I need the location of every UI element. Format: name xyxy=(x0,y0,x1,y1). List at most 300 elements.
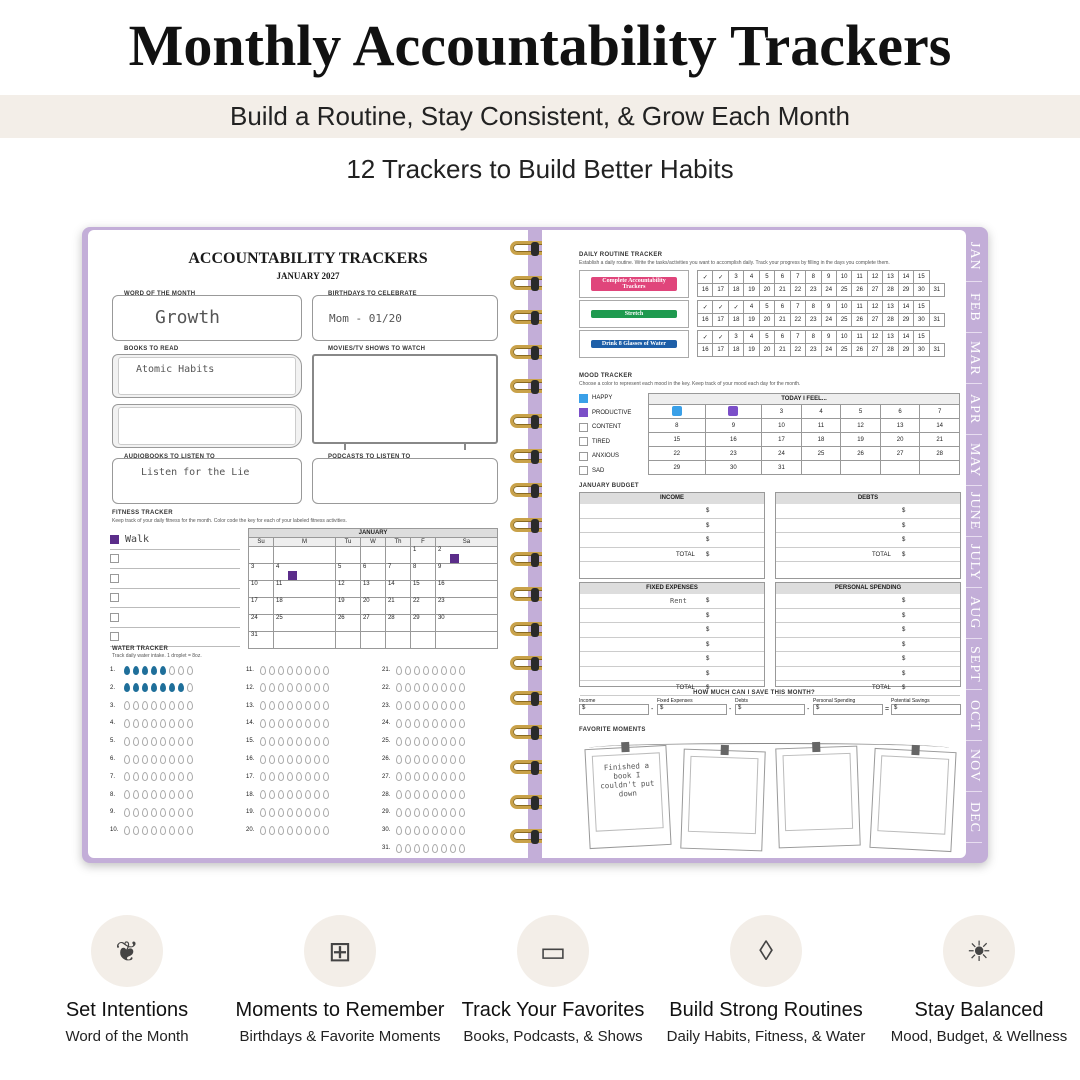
mood-day-cell[interactable]: 12 xyxy=(841,419,881,433)
routine-day[interactable]: 30 xyxy=(914,314,929,327)
droplet-icon[interactable] xyxy=(405,808,411,817)
mood-day-cell[interactable]: 29 xyxy=(649,461,706,475)
routine-day[interactable]: 7 xyxy=(790,271,805,284)
droplet-icon[interactable] xyxy=(133,772,139,781)
droplet-icon[interactable] xyxy=(305,826,311,835)
droplet-icon[interactable] xyxy=(396,790,402,799)
droplet-icon[interactable] xyxy=(160,826,166,835)
mood-day-cell[interactable]: 13 xyxy=(880,419,920,433)
droplet-icon[interactable] xyxy=(314,808,320,817)
droplet-icon[interactable] xyxy=(450,755,456,764)
budget-row[interactable] xyxy=(580,504,764,519)
droplet-icon[interactable] xyxy=(169,701,175,710)
mood-day-cell[interactable]: 18 xyxy=(801,433,841,447)
tv-icon[interactable] xyxy=(312,354,498,444)
routine-day[interactable]: ✓ xyxy=(713,301,728,314)
budget-row[interactable] xyxy=(580,667,764,682)
calendar-cell[interactable]: 9 xyxy=(435,564,497,581)
calendar-cell[interactable] xyxy=(249,547,274,564)
droplet-icon[interactable] xyxy=(441,755,447,764)
droplet-icon[interactable] xyxy=(441,683,447,692)
routine-day[interactable]: 25 xyxy=(836,314,851,327)
month-tab-aug[interactable]: AUG xyxy=(966,588,982,639)
calendar-cell[interactable]: 16 xyxy=(435,581,497,598)
droplet-icon[interactable] xyxy=(133,701,139,710)
routine-day[interactable]: 8 xyxy=(806,271,821,284)
droplet-icon[interactable] xyxy=(124,755,130,764)
droplet-icon[interactable] xyxy=(269,808,275,817)
droplet-icon[interactable] xyxy=(169,719,175,728)
mood-key-box[interactable] xyxy=(579,408,588,417)
droplet-icon[interactable] xyxy=(178,826,184,835)
mood-key-box[interactable] xyxy=(579,452,588,461)
droplet-icon[interactable] xyxy=(133,808,139,817)
droplet-icon[interactable] xyxy=(450,790,456,799)
mood-day-cell[interactable]: 7 xyxy=(920,405,960,419)
droplet-icon[interactable] xyxy=(142,737,148,746)
routine-day[interactable]: ✓ xyxy=(713,271,728,284)
routine-day[interactable]: ✓ xyxy=(698,331,713,344)
routine-day[interactable]: 6 xyxy=(775,301,790,314)
droplet-icon[interactable] xyxy=(423,683,429,692)
droplet-icon[interactable] xyxy=(160,666,166,675)
budget-row[interactable] xyxy=(580,594,764,609)
routine-day[interactable]: 27 xyxy=(867,284,882,297)
droplet-icon[interactable] xyxy=(187,826,193,835)
calendar-cell[interactable]: 2 xyxy=(435,547,497,564)
droplet-icon[interactable] xyxy=(423,772,429,781)
calendar-cell[interactable]: 14 xyxy=(385,581,410,598)
droplet-icon[interactable] xyxy=(178,719,184,728)
droplet-icon[interactable] xyxy=(142,701,148,710)
droplet-icon[interactable] xyxy=(296,737,302,746)
droplet-icon[interactable] xyxy=(441,666,447,675)
droplet-icon[interactable] xyxy=(187,666,193,675)
droplet-icon[interactable] xyxy=(459,737,465,746)
droplet-icon[interactable] xyxy=(269,683,275,692)
droplet-icon[interactable] xyxy=(142,755,148,764)
mood-day-cell[interactable]: 21 xyxy=(920,433,960,447)
droplet-icon[interactable] xyxy=(450,737,456,746)
droplet-icon[interactable] xyxy=(441,790,447,799)
droplet-icon[interactable] xyxy=(287,666,293,675)
mood-day-cell[interactable]: 4 xyxy=(801,405,841,419)
droplet-icon[interactable] xyxy=(133,683,139,692)
droplet-icon[interactable] xyxy=(178,790,184,799)
mood-day-cell[interactable]: 11 xyxy=(801,419,841,433)
mood-day-cell[interactable]: 20 xyxy=(880,433,920,447)
save-input[interactable]: $ xyxy=(813,704,883,715)
routine-day[interactable]: 21 xyxy=(775,344,790,357)
routine-day[interactable]: 14 xyxy=(898,271,913,284)
droplet-icon[interactable] xyxy=(323,666,329,675)
routine-day[interactable]: ✓ xyxy=(698,271,713,284)
calendar-cell[interactable] xyxy=(360,632,385,649)
droplet-icon[interactable] xyxy=(305,683,311,692)
droplet-icon[interactable] xyxy=(151,826,157,835)
droplet-icon[interactable] xyxy=(124,808,130,817)
month-tab-nov[interactable]: NOV xyxy=(966,741,982,792)
droplet-icon[interactable] xyxy=(269,755,275,764)
droplet-icon[interactable] xyxy=(124,666,130,675)
droplet-icon[interactable] xyxy=(450,826,456,835)
droplet-icon[interactable] xyxy=(133,719,139,728)
save-input[interactable]: $ xyxy=(657,704,727,715)
droplet-icon[interactable] xyxy=(296,772,302,781)
calendar-cell[interactable]: 7 xyxy=(385,564,410,581)
photo-frame[interactable] xyxy=(584,745,671,849)
droplet-icon[interactable] xyxy=(314,666,320,675)
droplet-icon[interactable] xyxy=(405,790,411,799)
routine-day[interactable]: 30 xyxy=(914,344,929,357)
droplet-icon[interactable] xyxy=(441,719,447,728)
month-tab-apr[interactable]: APR xyxy=(966,384,982,435)
routine-day[interactable]: 24 xyxy=(821,284,836,297)
droplet-icon[interactable] xyxy=(187,683,193,692)
mood-day-cell[interactable]: 22 xyxy=(649,447,706,461)
droplet-icon[interactable] xyxy=(450,844,456,853)
droplet-icon[interactable] xyxy=(124,701,130,710)
routine-day[interactable]: 12 xyxy=(867,331,882,344)
droplet-icon[interactable] xyxy=(305,701,311,710)
droplet-icon[interactable] xyxy=(269,772,275,781)
month-tab-dec[interactable]: DEC xyxy=(966,792,982,843)
droplet-icon[interactable] xyxy=(178,755,184,764)
droplet-icon[interactable] xyxy=(314,719,320,728)
droplet-icon[interactable] xyxy=(260,666,266,675)
calendar-cell[interactable]: 22 xyxy=(410,598,435,615)
mood-day-cell[interactable]: 8 xyxy=(649,419,706,433)
droplet-icon[interactable] xyxy=(151,737,157,746)
droplet-icon[interactable] xyxy=(405,701,411,710)
mood-day-cell[interactable] xyxy=(880,461,920,475)
droplet-icon[interactable] xyxy=(142,772,148,781)
droplet-icon[interactable] xyxy=(260,790,266,799)
calendar-cell[interactable]: 17 xyxy=(249,598,274,615)
droplet-icon[interactable] xyxy=(151,719,157,728)
routine-day[interactable]: 11 xyxy=(852,271,867,284)
droplet-icon[interactable] xyxy=(160,772,166,781)
droplet-icon[interactable] xyxy=(314,737,320,746)
month-tab-oct[interactable]: OCT xyxy=(966,690,982,741)
fitness-key-box[interactable] xyxy=(110,632,119,641)
droplet-icon[interactable] xyxy=(441,826,447,835)
droplet-icon[interactable] xyxy=(260,719,266,728)
calendar-cell[interactable]: 21 xyxy=(385,598,410,615)
podcasts-box[interactable] xyxy=(312,458,498,504)
droplet-icon[interactable] xyxy=(414,772,420,781)
droplet-icon[interactable] xyxy=(260,737,266,746)
routine-day[interactable]: ✓ xyxy=(713,331,728,344)
routine-day[interactable]: ✓ xyxy=(728,301,743,314)
droplet-icon[interactable] xyxy=(323,701,329,710)
routine-day[interactable]: 27 xyxy=(867,314,882,327)
droplet-icon[interactable] xyxy=(459,844,465,853)
birthdays-box[interactable] xyxy=(312,295,498,341)
mood-day-cell[interactable] xyxy=(920,461,960,475)
calendar-cell[interactable]: 1 xyxy=(410,547,435,564)
calendar-cell[interactable]: 13 xyxy=(360,581,385,598)
droplet-icon[interactable] xyxy=(169,808,175,817)
fitness-key-box[interactable] xyxy=(110,574,119,583)
droplet-icon[interactable] xyxy=(278,772,284,781)
routine-day[interactable]: 5 xyxy=(759,331,774,344)
droplet-icon[interactable] xyxy=(151,772,157,781)
droplet-icon[interactable] xyxy=(287,701,293,710)
mood-day-cell[interactable] xyxy=(649,405,706,419)
routine-days-grid[interactable] xyxy=(697,330,945,357)
droplet-icon[interactable] xyxy=(287,755,293,764)
calendar-cell[interactable]: 28 xyxy=(385,615,410,632)
droplet-icon[interactable] xyxy=(414,701,420,710)
droplet-icon[interactable] xyxy=(169,737,175,746)
droplet-icon[interactable] xyxy=(432,826,438,835)
droplet-icon[interactable] xyxy=(278,701,284,710)
droplet-icon[interactable] xyxy=(305,772,311,781)
droplet-icon[interactable] xyxy=(269,790,275,799)
droplet-icon[interactable] xyxy=(323,737,329,746)
droplet-icon[interactable] xyxy=(169,790,175,799)
droplet-icon[interactable] xyxy=(459,808,465,817)
droplet-icon[interactable] xyxy=(169,683,175,692)
droplet-icon[interactable] xyxy=(278,737,284,746)
droplet-icon[interactable] xyxy=(396,826,402,835)
routine-day[interactable]: 8 xyxy=(806,331,821,344)
mood-day-cell[interactable]: 6 xyxy=(880,405,920,419)
routine-day[interactable]: 11 xyxy=(852,331,867,344)
mood-day-cell[interactable]: 23 xyxy=(705,447,762,461)
routine-day[interactable]: 18 xyxy=(728,344,743,357)
calendar-cell[interactable]: 15 xyxy=(410,581,435,598)
droplet-icon[interactable] xyxy=(133,755,139,764)
droplet-icon[interactable] xyxy=(423,666,429,675)
droplet-icon[interactable] xyxy=(450,701,456,710)
droplet-icon[interactable] xyxy=(269,826,275,835)
droplet-icon[interactable] xyxy=(396,666,402,675)
droplet-icon[interactable] xyxy=(423,719,429,728)
droplet-icon[interactable] xyxy=(178,737,184,746)
droplet-icon[interactable] xyxy=(169,755,175,764)
droplet-icon[interactable] xyxy=(187,772,193,781)
droplet-icon[interactable] xyxy=(287,737,293,746)
droplet-icon[interactable] xyxy=(151,683,157,692)
month-tab-mar[interactable]: MAR xyxy=(966,333,982,384)
droplet-icon[interactable] xyxy=(414,719,420,728)
droplet-icon[interactable] xyxy=(396,808,402,817)
droplet-icon[interactable] xyxy=(305,755,311,764)
droplet-icon[interactable] xyxy=(260,772,266,781)
calendar-cell[interactable] xyxy=(410,632,435,649)
droplet-icon[interactable] xyxy=(414,790,420,799)
droplet-icon[interactable] xyxy=(405,826,411,835)
droplet-icon[interactable] xyxy=(178,683,184,692)
droplet-icon[interactable] xyxy=(187,755,193,764)
droplet-icon[interactable] xyxy=(423,790,429,799)
calendar-cell[interactable]: 31 xyxy=(249,632,274,649)
routine-day[interactable]: 22 xyxy=(790,314,805,327)
mood-day-cell[interactable]: 16 xyxy=(705,433,762,447)
droplet-icon[interactable] xyxy=(396,719,402,728)
droplet-icon[interactable] xyxy=(414,737,420,746)
droplet-icon[interactable] xyxy=(405,737,411,746)
routine-day[interactable]: 26 xyxy=(852,284,867,297)
droplet-icon[interactable] xyxy=(323,808,329,817)
droplet-icon[interactable] xyxy=(169,826,175,835)
mood-day-cell[interactable]: 31 xyxy=(762,461,802,475)
droplet-icon[interactable] xyxy=(459,826,465,835)
routine-day[interactable]: 7 xyxy=(790,301,805,314)
routine-day[interactable]: 11 xyxy=(852,301,867,314)
droplet-icon[interactable] xyxy=(142,719,148,728)
droplet-icon[interactable] xyxy=(432,755,438,764)
droplet-icon[interactable] xyxy=(459,666,465,675)
droplet-icon[interactable] xyxy=(124,737,130,746)
mood-day-cell[interactable]: 15 xyxy=(649,433,706,447)
droplet-icon[interactable] xyxy=(296,701,302,710)
budget-row[interactable] xyxy=(580,609,764,624)
droplet-icon[interactable] xyxy=(269,719,275,728)
mood-day-cell[interactable]: 30 xyxy=(705,461,762,475)
routine-day[interactable]: 17 xyxy=(713,284,728,297)
mood-day-cell[interactable]: 3 xyxy=(762,405,802,419)
droplet-icon[interactable] xyxy=(296,719,302,728)
droplet-icon[interactable] xyxy=(432,737,438,746)
droplet-icon[interactable] xyxy=(142,683,148,692)
calendar-cell[interactable]: 10 xyxy=(249,581,274,598)
calendar-cell[interactable]: 5 xyxy=(335,564,360,581)
routine-day[interactable]: 29 xyxy=(898,284,913,297)
calendar-cell[interactable] xyxy=(274,547,336,564)
droplet-icon[interactable] xyxy=(314,683,320,692)
routine-day[interactable]: 18 xyxy=(728,314,743,327)
droplet-icon[interactable] xyxy=(278,808,284,817)
routine-day[interactable]: 23 xyxy=(806,314,821,327)
droplet-icon[interactable] xyxy=(160,683,166,692)
droplet-icon[interactable] xyxy=(314,701,320,710)
droplet-icon[interactable] xyxy=(260,755,266,764)
budget-row[interactable] xyxy=(580,638,764,653)
droplet-icon[interactable] xyxy=(296,666,302,675)
droplet-icon[interactable] xyxy=(296,808,302,817)
droplet-icon[interactable] xyxy=(151,755,157,764)
droplet-icon[interactable] xyxy=(269,701,275,710)
droplet-icon[interactable] xyxy=(459,790,465,799)
droplet-icon[interactable] xyxy=(423,826,429,835)
droplet-icon[interactable] xyxy=(296,826,302,835)
routine-day[interactable]: 4 xyxy=(744,301,759,314)
droplet-icon[interactable] xyxy=(187,808,193,817)
routine-day[interactable]: 9 xyxy=(821,301,836,314)
droplet-icon[interactable] xyxy=(423,737,429,746)
mood-day-cell[interactable]: 19 xyxy=(841,433,881,447)
routine-day[interactable]: 7 xyxy=(790,331,805,344)
routine-day[interactable]: 24 xyxy=(821,344,836,357)
droplet-icon[interactable] xyxy=(124,826,130,835)
droplet-icon[interactable] xyxy=(160,808,166,817)
routine-day[interactable]: 10 xyxy=(836,271,851,284)
calendar-cell[interactable] xyxy=(335,547,360,564)
budget-row[interactable] xyxy=(580,533,764,548)
droplet-icon[interactable] xyxy=(405,719,411,728)
droplet-icon[interactable] xyxy=(287,683,293,692)
droplet-icon[interactable] xyxy=(169,772,175,781)
routine-day[interactable]: 12 xyxy=(867,301,882,314)
budget-row[interactable] xyxy=(776,667,960,682)
budget-row[interactable] xyxy=(776,519,960,534)
routine-day[interactable]: 10 xyxy=(836,331,851,344)
calendar-cell[interactable]: 6 xyxy=(360,564,385,581)
droplet-icon[interactable] xyxy=(414,826,420,835)
calendar-cell[interactable] xyxy=(335,632,360,649)
droplet-icon[interactable] xyxy=(178,666,184,675)
routine-day[interactable]: 22 xyxy=(790,284,805,297)
fitness-key-box[interactable] xyxy=(110,554,119,563)
droplet-icon[interactable] xyxy=(414,755,420,764)
droplet-icon[interactable] xyxy=(432,772,438,781)
routine-days-grid[interactable] xyxy=(697,270,945,297)
mood-grid[interactable] xyxy=(648,393,960,475)
droplet-icon[interactable] xyxy=(124,719,130,728)
routine-day[interactable]: 14 xyxy=(898,301,913,314)
routine-day[interactable]: 29 xyxy=(898,344,913,357)
droplet-icon[interactable] xyxy=(432,666,438,675)
mood-day-cell[interactable]: 17 xyxy=(762,433,802,447)
droplet-icon[interactable] xyxy=(414,808,420,817)
droplet-icon[interactable] xyxy=(187,701,193,710)
droplet-icon[interactable] xyxy=(187,737,193,746)
droplet-icon[interactable] xyxy=(305,790,311,799)
calendar-cell[interactable]: 20 xyxy=(360,598,385,615)
calendar-cell[interactable]: 19 xyxy=(335,598,360,615)
droplet-icon[interactable] xyxy=(142,666,148,675)
routine-day[interactable]: 21 xyxy=(775,284,790,297)
routine-day[interactable]: 17 xyxy=(713,314,728,327)
droplet-icon[interactable] xyxy=(405,772,411,781)
droplet-icon[interactable] xyxy=(396,683,402,692)
routine-day[interactable]: 3 xyxy=(728,331,743,344)
mood-key-box[interactable] xyxy=(579,423,588,432)
mood-day-cell[interactable] xyxy=(705,405,762,419)
mood-key-box[interactable] xyxy=(579,437,588,446)
routine-day[interactable]: 20 xyxy=(759,284,774,297)
routine-day[interactable]: 15 xyxy=(914,301,929,314)
routine-day[interactable]: 5 xyxy=(759,301,774,314)
calendar-cell[interactable] xyxy=(385,547,410,564)
routine-day[interactable]: 13 xyxy=(883,301,898,314)
routine-day[interactable]: 3 xyxy=(728,271,743,284)
routine-day[interactable]: 15 xyxy=(914,331,929,344)
droplet-icon[interactable] xyxy=(287,790,293,799)
droplet-icon[interactable] xyxy=(151,790,157,799)
routine-day[interactable]: 31 xyxy=(929,344,944,357)
save-field[interactable] xyxy=(735,698,810,715)
routine-day[interactable]: 15 xyxy=(914,271,929,284)
droplet-icon[interactable] xyxy=(450,772,456,781)
routine-day[interactable]: 25 xyxy=(836,344,851,357)
routine-day[interactable]: 12 xyxy=(867,271,882,284)
routine-day[interactable]: 28 xyxy=(883,284,898,297)
fitness-key-box[interactable] xyxy=(110,535,119,544)
calendar-cell[interactable]: 8 xyxy=(410,564,435,581)
routine-day[interactable]: 13 xyxy=(883,331,898,344)
droplet-icon[interactable] xyxy=(151,666,157,675)
month-tab-june[interactable]: JUNE xyxy=(966,486,982,537)
routine-days-grid[interactable] xyxy=(697,300,945,327)
budget-row[interactable] xyxy=(776,638,960,653)
routine-day[interactable]: 8 xyxy=(806,301,821,314)
routine-day[interactable]: 19 xyxy=(744,284,759,297)
mood-day-cell[interactable]: 26 xyxy=(841,447,881,461)
